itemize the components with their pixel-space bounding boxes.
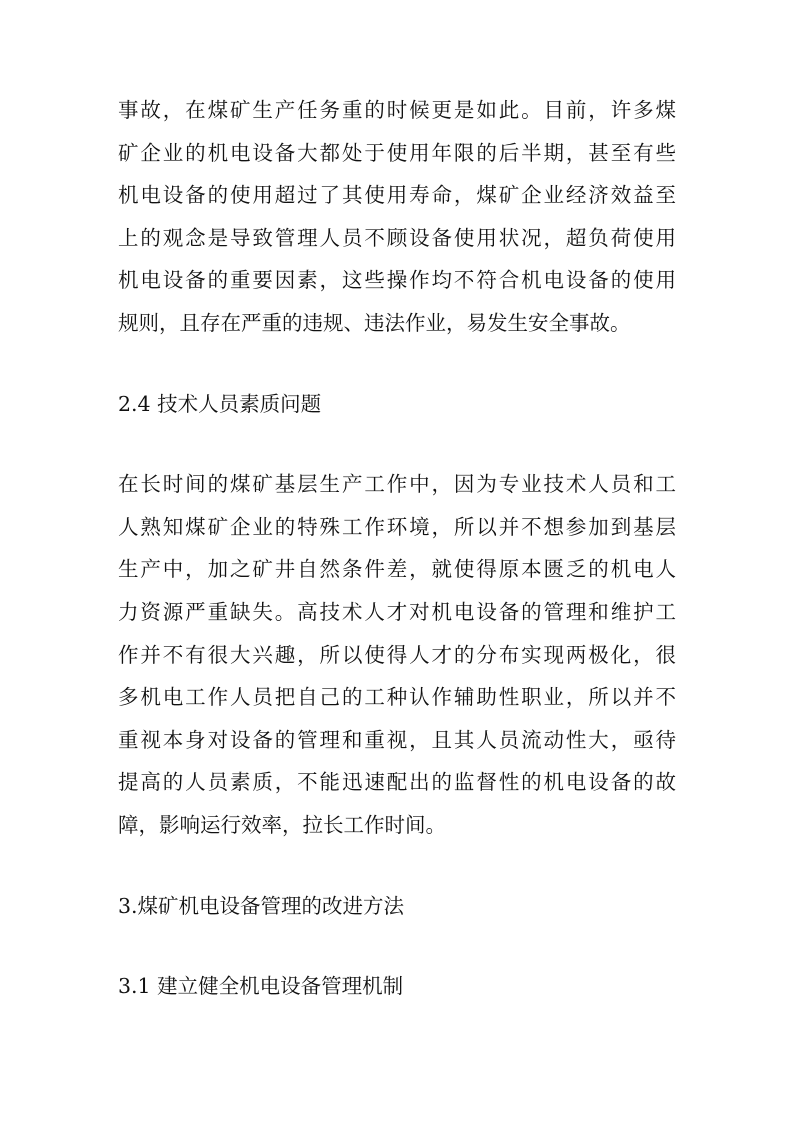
body-paragraph: [118, 463, 676, 846]
paragraph-line: 事故，在煤矿生产任务重的时候更是如此。目前，许多煤: [118, 98, 676, 122]
paragraph-line: 提高的人员素质，不能迅速配出的监督性的机电设备的故: [118, 770, 676, 795]
section-heading: [118, 383, 676, 426]
paragraph-line: 多机电工作人员把自己的工种认作辅助性职业，所以并不: [118, 685, 676, 710]
heading-text: 3.煤矿机电设备管理的改进方法: [118, 893, 405, 918]
heading-text: 3.1 建立健全机电设备管理机制: [118, 974, 404, 999]
paragraph-line: 规则，且存在严重的违规、违法作业，易发生安全事故。: [118, 310, 631, 335]
paragraph-line: 生产中，加之矿井自然条件差，就使得原本匮乏的机电人: [118, 557, 676, 582]
paragraph-line: 机电设备的使用超过了其使用寿命，煤矿企业经济效益至: [118, 183, 676, 208]
body-paragraph: [118, 89, 676, 345]
paragraph-line: 在长时间的煤矿基层生产工作中，因为专业技术人员和工: [118, 472, 676, 497]
paragraph-line: 矿企业的机电设备大都处于使用年限的后半期，甚至有些: [118, 140, 676, 165]
paragraph-line: 作并不有很大兴趣，所以使得人才的分布实现两极化，很: [118, 642, 676, 667]
section-heading: [118, 885, 676, 928]
paragraph-line: 障，影响运行效率，拉长工作时间。: [118, 812, 446, 837]
paragraph-line: 人熟知煤矿企业的特殊工作环境，所以并不想参加到基层: [118, 514, 676, 539]
paragraph-line: 力资源严重缺失。高技术人才对机电设备的管理和维护工: [118, 599, 676, 624]
paragraph-line: 机电设备的重要因素，这些操作均不符合机电设备的使用: [118, 268, 676, 293]
paragraph-line: 重视本身对设备的管理和重视，且其人员流动性大，亟待: [118, 727, 676, 752]
subsection-heading: [118, 965, 676, 1008]
heading-text: 2.4 技术人员素质问题: [118, 391, 322, 416]
paragraph-line: 上的观念是导致管理人员不顾设备使用状况，超负荷使用: [118, 225, 676, 250]
